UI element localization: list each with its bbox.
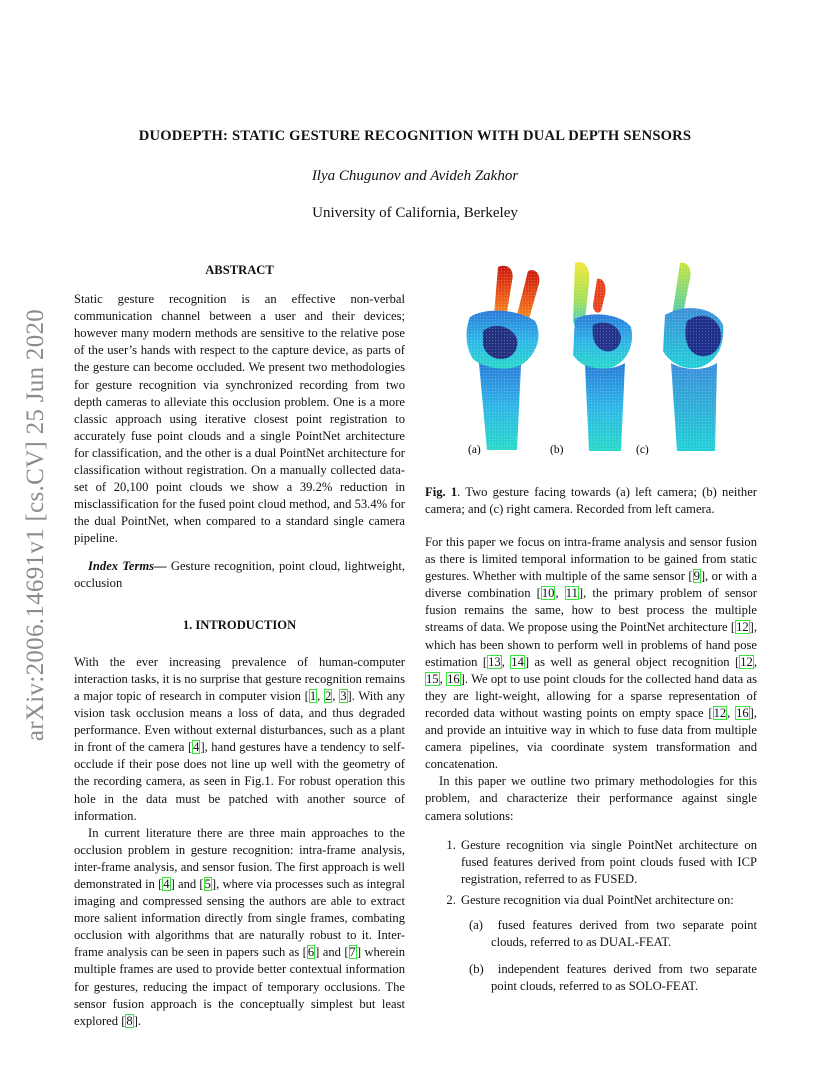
methods-sublist-item — [469, 961, 757, 995]
methods-list-item-text: Gesture recognition via dual PointNet architecture on: — [461, 892, 734, 907]
sublist-item-text: fused features derived from two separate point clouds, referred to as DUAL-FEAT. — [491, 917, 758, 950]
citation-link[interactable]: 16 — [736, 705, 749, 720]
arxiv-identifier: arXiv:2006.14691v1 [cs.CV] 25 Jun 2020 — [22, 308, 49, 742]
intro-paragraph-2: In current literature there are three main approaches to the occlusion problem in gesture recognition: intra-frame analysis, inter-frame analysis, and sensor fusion. The first approach is well demonstrated in [4] and [5], where via processes such as integral imaging and compressed sensing the authors are able to extract more salient information directly from single frames, combating occlusion with algorithms that are naturally robust to it. Inter-frame analysis can be seen in papers such as [6] and [7] wherein multiple frames are used to provide better contextual information for gestures, reducing the impact of temporary occlusions. The sensor fusion approach is the conceptually simplest but least explored [8]. — [74, 825, 405, 1028]
citation-link[interactable]: 16 — [447, 671, 460, 686]
citation-link[interactable]: 12 — [736, 620, 749, 635]
citation-link[interactable]: 15 — [426, 671, 439, 686]
figure-1 — [425, 255, 757, 455]
abstract-text: Static gesture recognition is an effective non-verbal communication channel between a user and their devices; however many modern methods are sensitive to the relative pose of the user’s hands with respect to the capture device, as parts of the gesture can become occluded. We present two methodologies for gesture recognition via synchronized recording from two depth cameras to alleviate this occlusion problem. One is a more classic approach using iterative closest point registration to accurately fuse point clouds and a single PointNet architecture for classification, and the other is a dual PointNet architecture for classification without registration. On a manually collected data-set of 20,100 point clouds we show a 39.2% reduction in misclassification for the fused point cloud method, and 53.4% for the dual PointNet, when compared to a standard single camera pipeline. — [74, 292, 405, 546]
methods-sublist-item — [469, 917, 757, 951]
citation-link[interactable]: 10 — [541, 586, 555, 601]
intro-paragraph-3: For this paper we focus on intra-frame analysis and sensor fusion as there is limited temporal information to be gained from static gestures. Whether with multiple of the same sensor [9], or with a diverse combination [10, 11], the primary problem of sensor fusion remains the same, how to best process the multiple streams of data. We propose using the PointNet architecture [12], which has been shown to perform well in problems of hand pose estimation [13, 14] as well as general object recognition [12, 15, 16]. We opt to use point clouds for the collected hand data as they are light-weight, allowing for a sparse representation of recorded data without wasting points on empty space [12, 16], and provide an intuitive way in which to fuse data from multiple camera pipelines, via coordinate system transformation and concatenation. — [425, 535, 757, 772]
hand-a-image — [465, 265, 545, 451]
index-terms-text: Gesture recognition, point cloud, lightweight, occlusion — [74, 558, 405, 590]
hand-c-image — [659, 259, 729, 451]
paper-affiliation: University of California, Berkeley — [312, 205, 518, 221]
index-terms-label: Index Terms— — [88, 558, 167, 573]
right-column — [425, 534, 757, 1005]
sublist-item-text: independent features derived from two separate point clouds, referred to as SOLO-FEAT. — [491, 962, 758, 994]
methods-list — [425, 837, 757, 996]
citation-link[interactable]: 8 — [126, 1013, 133, 1028]
citation-link[interactable]: 12 — [713, 705, 727, 720]
index-terms — [74, 558, 405, 592]
subfigure-label-a: (a) — [468, 444, 481, 455]
citation-link[interactable]: 6 — [307, 945, 315, 960]
introduction-heading: 1. INTRODUCTION — [182, 617, 297, 632]
sublist-item-label: (a) — [469, 917, 483, 932]
sublist-item-label: (b) — [469, 962, 484, 977]
figure-caption-label: Fig. 1 — [425, 485, 458, 499]
methods-list-item: 1. Gesture recognition via single PointNet architecture on fused features derived from point clouds fused with ICP registration, referred to as FUSED. — [459, 837, 757, 888]
citation-link[interactable]: 7 — [349, 945, 356, 960]
paper-title: DUODEPTH: STATIC GESTURE RECOGNITION WITH DUAL DEPTH SENSORS — [138, 128, 692, 144]
figure-caption-text: . Two gesture facing towards (a) left camera; (b) neither camera; and (c) right camera. Recorded from left camera. — [425, 485, 757, 517]
citation-link[interactable]: 2 — [325, 688, 332, 703]
left-column — [74, 262, 405, 1030]
methods-sublist — [461, 917, 757, 995]
citation-link[interactable]: 12 — [740, 654, 753, 669]
paper-authors: Ilya Chugunov and Avideh Zakhor — [311, 168, 519, 184]
subfigure-label-c: (c) — [636, 444, 649, 455]
citation-link[interactable]: 4 — [193, 740, 200, 755]
subfigure-label-b: (b) — [550, 444, 564, 455]
citation-link[interactable]: 9 — [693, 569, 700, 584]
citation-link[interactable]: 1 — [309, 688, 317, 703]
citation-link[interactable]: 14 — [511, 654, 524, 669]
intro-paragraph-4: In this paper we outline two primary methodologies for this problem, and characterize their performance against single camera solutions: — [425, 774, 757, 823]
methods-list-item — [459, 892, 757, 995]
citation-link[interactable]: 11 — [565, 586, 578, 601]
abstract-heading: ABSTRACT — [205, 263, 274, 277]
citation-link[interactable]: 5 — [204, 877, 211, 891]
citation-link[interactable]: 13 — [488, 654, 501, 669]
intro-paragraph-1: With the ever increasing prevalence of human-computer interaction tasks, it is no surprise that gesture recognition remains a major topic of research in computer vision [1, 2, 3]. With any vision task occlusion means a loss of data, and thus degraded performance. Even without external disturbances, such as a plant in front of the camera [4], hand gestures have a tendency to self-occlude if their pose does not line up well with the geometry of the recording camera, as seen in Fig.1. For robust operation this hole in the data must be patched with another source of information. — [74, 654, 406, 823]
hand-point-cloud-figure — [425, 255, 757, 455]
figure-1-caption — [425, 484, 757, 518]
citation-link[interactable]: 3 — [340, 688, 347, 703]
citation-link[interactable]: 4 — [163, 877, 170, 891]
hand-b-image — [565, 259, 645, 451]
